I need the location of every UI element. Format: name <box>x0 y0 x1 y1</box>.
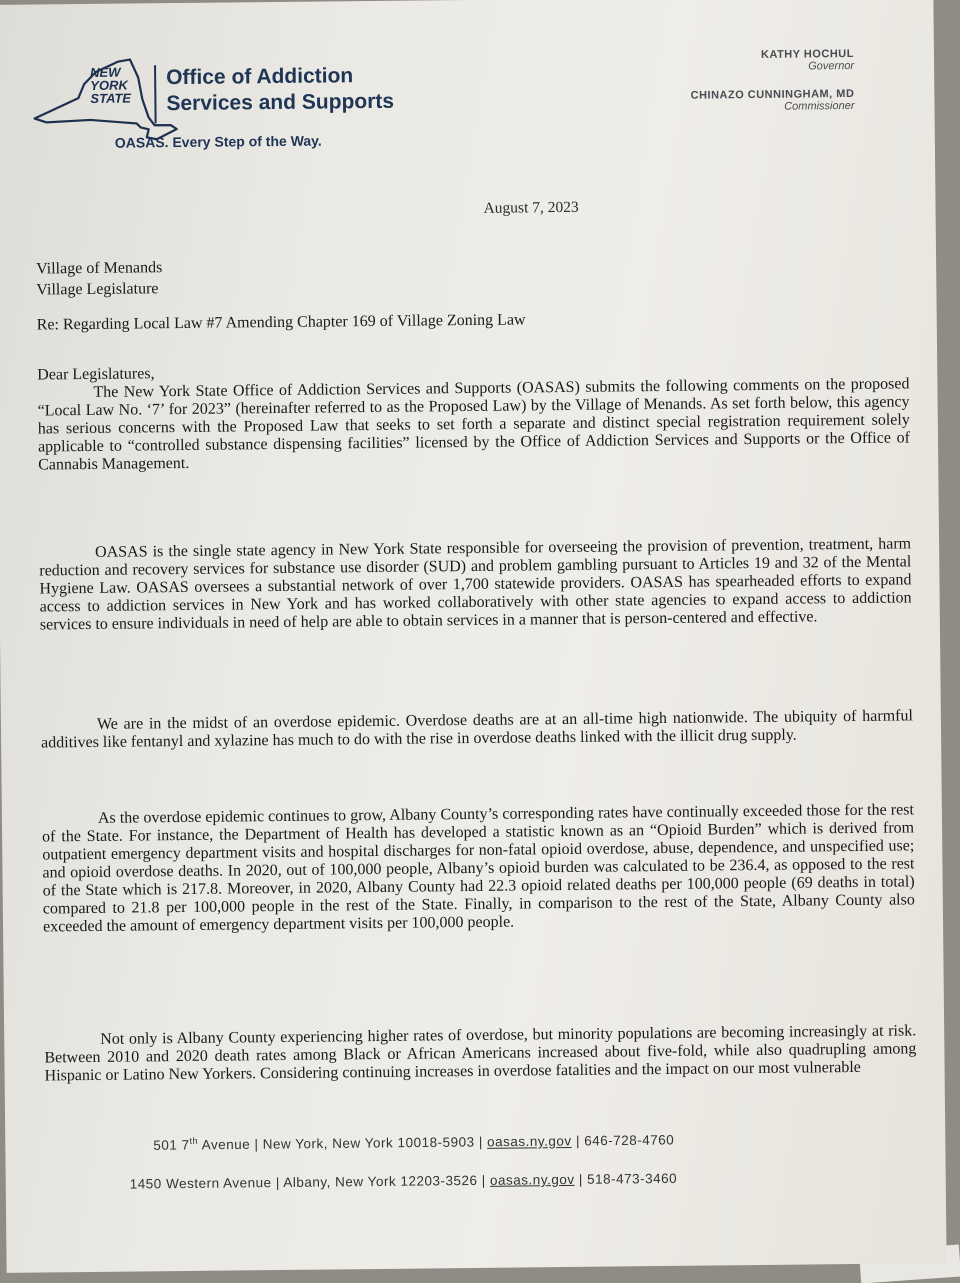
agency-name-line1: Office of Addiction <box>166 64 354 90</box>
subject-line: Re: Regarding Local Law #7 Amending Chapter 169 of Village Zoning Law <box>36 311 526 334</box>
letter-date: August 7, 2023 <box>483 198 579 217</box>
governor-block <box>761 48 854 73</box>
commissioner-name: CHINAZO CUNNINGHAM, MD <box>690 87 855 102</box>
recipient-line2: Village Legislature <box>36 280 159 299</box>
footer-albany-address: 1450 Western Avenue | Albany, New York 12203-3526 | oasas.ny.gov | 518-473-3460 <box>129 1170 678 1192</box>
agency-name <box>166 63 394 117</box>
salutation: Dear Legislatures, <box>37 365 155 384</box>
nyc-website-link[interactable]: oasas.ny.gov <box>487 1133 572 1150</box>
governor-title: Governor <box>808 59 855 73</box>
albany-website-link[interactable]: oasas.ny.gov <box>489 1171 575 1188</box>
governor-name: KATHY HOCHUL <box>760 47 855 61</box>
commissioner-title: Commissioner <box>784 99 855 113</box>
body-paragraph-4: As the overdose epidemic continues to grow, Albany County’s corresponding rates have continually exceeded those for the rest of the State. For instance, the Department of Health has developed a statistic known as an “Opioid Burden” which is derived from outpatient emergency department visits and hospital discharges for non-fatal opioid overdose, abuse, dependence, and unspecified use; and opioid overdose deaths. In 2020, out of 100,000 people, Albany’s opioid burden was calculated to be 236.4, as opposed to the rest of the State which is 217.8. Moreover, in 2020, Albany County had 22.3 opioid related deaths per 100,000 people (69 deaths in total) compared to 21.8 per 100,000 people in the rest of the State. Finally, in comparison to the rest of the State, Albany County also exceeded the amount of emergency department visits per 100,000 people. <box>42 801 915 936</box>
agency-name-line2: Services and Supports <box>166 89 395 116</box>
agency-tagline: OASAS. Every Step of the Way. <box>114 132 322 151</box>
recipient-line1: Village of Menands <box>36 259 163 278</box>
commissioner-block <box>691 88 855 114</box>
footer-nyc-address: 501 7th Avenue | New York, New York 10018-5903 | oasas.ny.gov | 646-728-4760 <box>153 1132 675 1153</box>
body-paragraph-5: Not only is Albany County experiencing higher rates of overdose, but minority populations are becoming increasingly at risk. Between 2010 and 2020 death rates among Black or African Americans increased about five-fold, while also quadrupling among Hispanic or Latino New Yorkers. Considering continuing increases in overdose fatalities and the impact on our most vulnerable <box>44 1022 917 1085</box>
body-paragraph-2: OASAS is the single state agency in New York State responsible for overseeing the provision of prevention, treatment, harm reduction and recovery services for substance use disorder (SUD) and problem gambling pursuant to Articles 19 and 32 of the Mental Hygiene Law. OASAS oversees a substantial network of over 1,700 statewide providers. OASAS has spearheaded efforts to expand access to addiction services in New York and has worked collaboratively with other state agencies to expand access to addiction services to ensure individuals in need of help are able to obtain services in a manner that is person-centered and effective. <box>39 535 912 634</box>
state-logo-text: NEW YORK STATE <box>90 64 132 106</box>
body-paragraph-1: The New York State Office of Addiction Services and Supports (OASAS) submits the following comments on the proposed “Local Law No. ‘7’ for 2023” (hereinafter referred to as the Proposed Law) by the Village of Menands. As set forth below, this agency has serious concerns with the Proposed Law that seeks to set forth a separate and distinct special registration requirement solely applicable to “controlled substance dispensing facilities” licensed by the Office of Addiction Services and Supports or the Office of Cannabis Management. <box>37 375 911 474</box>
body-paragraph-3: We are in the midst of an overdose epidemic. Overdose deaths are at an all-time high nationwide. The ubiquity of harmful additives like fentanyl and xylazine has much to do with the rise in overdose deaths linked with the illicit drug supply. <box>41 707 913 752</box>
